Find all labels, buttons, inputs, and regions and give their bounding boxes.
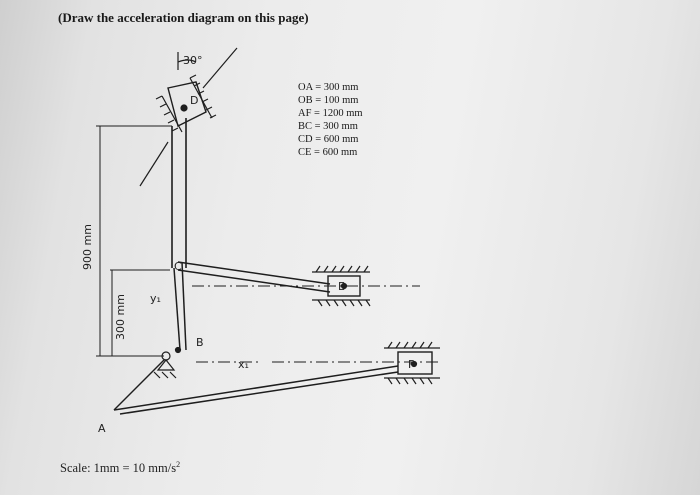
dimension-cd: CD = 600 mm <box>298 134 359 145</box>
dimension-ob: OB = 100 mm <box>298 95 359 106</box>
label-angle: 30° <box>183 54 203 67</box>
label-e: E <box>338 280 345 293</box>
link-af <box>114 366 398 410</box>
label-300mm: 300 mm <box>114 294 127 340</box>
dimension-af: AF = 1200 mm <box>298 108 363 119</box>
scale-superscript: 2 <box>176 460 181 469</box>
pivot-o <box>154 348 181 379</box>
sketch-line <box>140 142 168 186</box>
link-bc <box>174 268 180 350</box>
dimension-ce: CE = 600 mm <box>298 147 358 158</box>
dimension-oa: OA = 300 mm <box>298 82 359 93</box>
label-y1: y₁ <box>150 292 161 305</box>
label-d: D <box>190 94 199 107</box>
label-x1: x₁ <box>238 358 249 371</box>
label-a: A <box>98 422 106 435</box>
label-900mm: 900 mm <box>81 224 94 270</box>
link-bc-edge <box>182 262 186 350</box>
link-af-edge <box>120 372 398 414</box>
crank-oa <box>114 360 164 410</box>
dimension-bc: BC = 300 mm <box>298 121 358 132</box>
label-f: F <box>408 358 415 371</box>
label-c: C <box>174 260 182 273</box>
label-b: B <box>196 336 204 349</box>
dimension-900 <box>96 126 172 356</box>
centerlines <box>192 286 440 362</box>
page-title: (Draw the acceleration diagram on this page) <box>58 10 309 25</box>
scale-text: Scale: 1mm = 10 mm/s <box>60 461 177 476</box>
